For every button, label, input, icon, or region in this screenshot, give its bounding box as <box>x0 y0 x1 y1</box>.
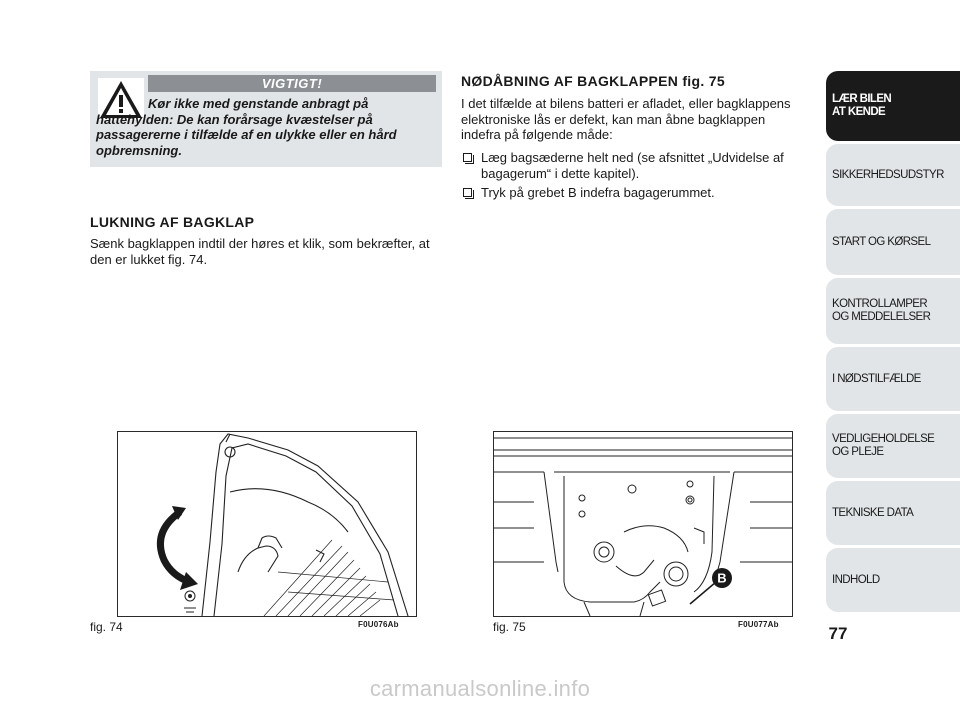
tab-indhold[interactable] <box>826 548 960 612</box>
section-open-body: I det tilfælde at bilens batteri er afladet, eller bagklappens elektroniske lås er defekt, kan man åbne bagklappen indefra på følgende måde: <box>461 96 791 142</box>
tab-label: SIKKERHEDSUDSTYR <box>832 168 944 181</box>
fig74-code: F0U076Ab <box>358 620 399 629</box>
tab-kontrollamper[interactable] <box>826 278 960 344</box>
figure-74 <box>117 431 417 617</box>
tab-label: LÆR BILEN AT KENDE <box>832 93 892 118</box>
tab-label: VEDLIGEHOLDELSE OG PLEJE <box>832 433 935 458</box>
warning-text: Kør ikke med genstande anbragt på hattehylden: De kan forårsage kvæstelser på passagererne i tilfælde af en ulykke eller en hård opbremsning. <box>96 96 397 158</box>
bullet-text: Tryk på grebet B indefra bagagerummet. <box>481 185 715 200</box>
section-open-heading: NØDÅBNING AF BAGKLAPPEN fig. 75 <box>461 73 725 89</box>
bullet-list <box>461 150 801 201</box>
bullet-text: Læg bagsæderne helt ned (se afsnittet „Udvidelse af bagagerum“ i dette kapitel). <box>481 150 784 181</box>
warning-box <box>90 71 442 167</box>
fig75-label: fig. 75 <box>493 620 526 634</box>
tab-label: TEKNISKE DATA <box>832 506 914 519</box>
tab-sikkerhedsudstyr[interactable] <box>826 144 960 206</box>
tab-tekniske-data[interactable] <box>826 481 960 545</box>
rotate-arrow-icon <box>160 506 198 590</box>
tab-start-og-korsel[interactable] <box>826 209 960 275</box>
fig74-label: fig. 74 <box>90 620 123 634</box>
tab-vedligeholdelse[interactable] <box>826 414 960 478</box>
tab-i-nodstilfaelde[interactable] <box>826 347 960 411</box>
watermark: carmanualsonline.info <box>369 676 591 701</box>
warning-header: VIGTIGT! <box>148 75 436 92</box>
tab-laer-bilen-at-kende[interactable] <box>826 71 960 141</box>
callout-b-label: B <box>717 570 727 586</box>
tab-label: START OG KØRSEL <box>832 235 931 248</box>
tab-label: INDHOLD <box>832 573 880 586</box>
section-close-heading: LUKNING AF BAGKLAP <box>90 214 255 230</box>
section-close-body: Sænk bagklappen indtil der høres et klik, som bekræfter, at den er lukket fig. 74. <box>90 236 430 267</box>
bullet-item <box>461 150 801 181</box>
figure-75 <box>493 431 793 617</box>
page-number: 77 <box>828 624 848 643</box>
checkbox-bullet-icon <box>463 188 472 197</box>
lock-mechanism-illustration <box>494 432 792 616</box>
bullet-item <box>461 185 801 201</box>
tab-label: KONTROLLAMPER OG MEDDELELSER <box>832 298 931 323</box>
tailgate-illustration <box>118 432 416 616</box>
checkbox-bullet-icon <box>463 153 472 162</box>
fig75-code: F0U077Ab <box>738 620 779 629</box>
tab-label: I NØDSTILFÆLDE <box>832 372 921 385</box>
